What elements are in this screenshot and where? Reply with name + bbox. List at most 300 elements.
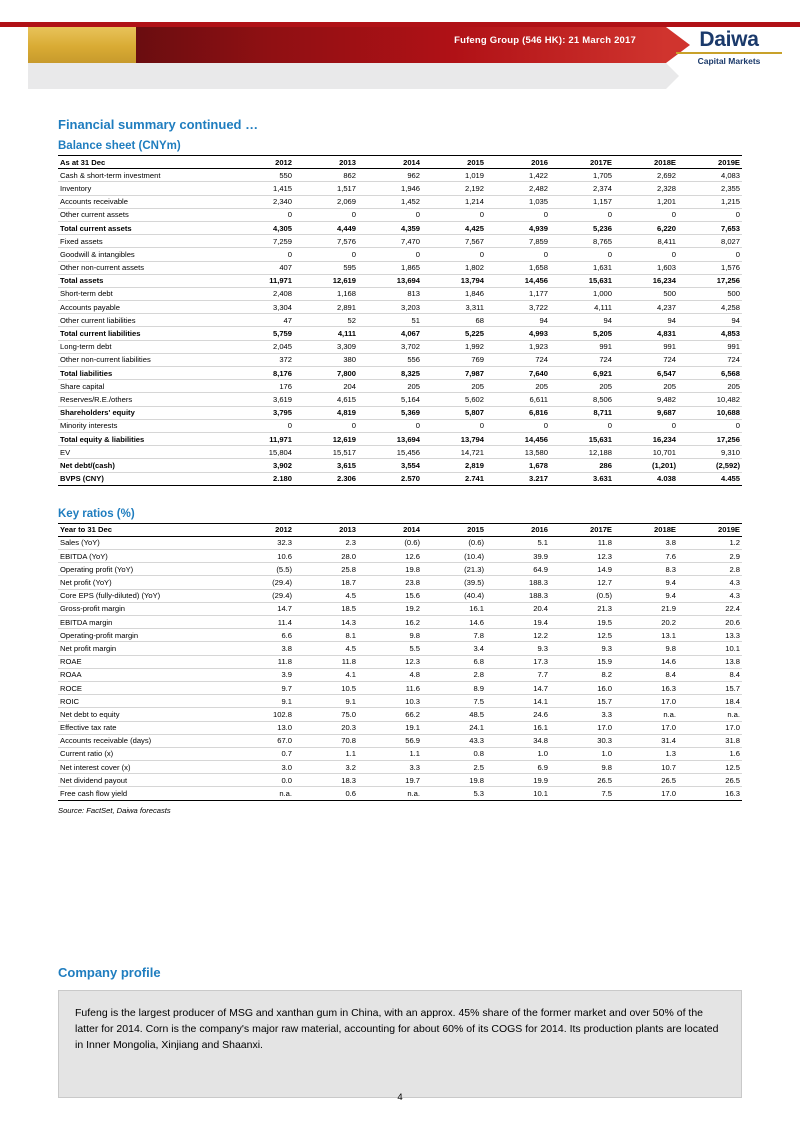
row-value: 205: [422, 380, 486, 393]
row-value: 24.6: [486, 708, 550, 721]
row-value: 9.8: [614, 642, 678, 655]
table-row: [58, 681, 742, 694]
row-value: 550: [230, 169, 294, 182]
row-value: 1,452: [358, 195, 422, 208]
table-row: [58, 642, 742, 655]
row-label: Core EPS (fully-diluted) (YoY): [58, 589, 230, 602]
row-value: 12.6: [358, 550, 422, 563]
row-value: 4,111: [550, 301, 614, 314]
row-value: 14.9: [550, 563, 614, 576]
row-value: 13.0: [230, 721, 294, 734]
column-header-year: 2019E: [678, 156, 742, 169]
row-value: 1,705: [550, 169, 614, 182]
row-value: 19.8: [422, 774, 486, 787]
row-value: 2,355: [678, 182, 742, 195]
row-value: 9.8: [550, 761, 614, 774]
row-value: 0: [422, 248, 486, 261]
row-value: 5.5: [358, 642, 422, 655]
row-value: 2,340: [230, 195, 294, 208]
row-label: Accounts payable: [58, 301, 230, 314]
row-value: 11.6: [358, 681, 422, 694]
row-value: 4,615: [294, 393, 358, 406]
row-value: 0.7: [230, 747, 294, 760]
row-value: 6.9: [486, 761, 550, 774]
row-value: 4,939: [486, 221, 550, 234]
row-value: 4,993: [486, 327, 550, 340]
page-header: [0, 0, 800, 95]
row-value: 500: [614, 287, 678, 300]
row-value: 8,411: [614, 235, 678, 248]
row-value: 380: [294, 353, 358, 366]
row-value: 15,631: [550, 274, 614, 287]
company-profile-heading: Company profile: [58, 964, 161, 980]
row-value: 4.455: [678, 472, 742, 485]
row-value: 3.2: [294, 761, 358, 774]
row-value: 11,971: [230, 432, 294, 445]
key-ratios-heading: Key ratios (%): [58, 507, 135, 520]
row-label: Inventory: [58, 182, 230, 195]
row-value: 11,971: [230, 274, 294, 287]
row-value: 0: [550, 248, 614, 261]
row-value: 0: [550, 419, 614, 432]
column-header-year: 2015: [422, 156, 486, 169]
key-ratios-head: [58, 523, 742, 536]
row-value: 1,168: [294, 287, 358, 300]
row-value: 66.2: [358, 708, 422, 721]
row-value: 9.4: [614, 589, 678, 602]
row-value: 3.9: [230, 668, 294, 681]
page-number: 4: [397, 1092, 403, 1103]
column-header-year: 2016: [486, 523, 550, 536]
row-value: 286: [550, 459, 614, 472]
table-row: [58, 340, 742, 353]
row-value: 17.3: [486, 655, 550, 668]
row-value: 26.5: [678, 774, 742, 787]
row-value: 94: [486, 314, 550, 327]
column-header-label: Year to 31 Dec: [58, 523, 230, 536]
row-value: (40.4): [422, 589, 486, 602]
row-value: 8,711: [550, 406, 614, 419]
row-value: 1,992: [422, 340, 486, 353]
table-row: [58, 367, 742, 380]
table-row: [58, 747, 742, 760]
row-value: 31.4: [614, 734, 678, 747]
row-value: 1,157: [550, 195, 614, 208]
row-value: 2.9: [678, 550, 742, 563]
row-value: 14.1: [486, 695, 550, 708]
row-value: 407: [230, 261, 294, 274]
table-header-row: [58, 156, 742, 169]
row-value: 205: [486, 380, 550, 393]
row-value: 0: [230, 248, 294, 261]
row-value: 94: [678, 314, 742, 327]
row-value: 4.5: [294, 642, 358, 655]
row-value: 13,694: [358, 274, 422, 287]
row-value: 67.0: [230, 734, 294, 747]
row-label: Net dividend payout: [58, 774, 230, 787]
key-ratios-body: [58, 536, 742, 800]
row-label: ROAE: [58, 655, 230, 668]
row-value: 15.6: [358, 589, 422, 602]
row-label: Long-term debt: [58, 340, 230, 353]
row-value: 16.1: [486, 721, 550, 734]
row-value: 724: [614, 353, 678, 366]
row-label: Net debt/(cash): [58, 459, 230, 472]
row-label: Net profit margin: [58, 642, 230, 655]
row-value: 18.3: [294, 774, 358, 787]
row-value: 4.8: [358, 668, 422, 681]
row-value: 1,865: [358, 261, 422, 274]
row-value: (29.4): [230, 576, 294, 589]
row-value: 9.8: [358, 629, 422, 642]
row-value: 5,236: [550, 221, 614, 234]
row-value: 13,580: [486, 446, 550, 459]
row-label: Effective tax rate: [58, 721, 230, 734]
table-row: [58, 327, 742, 340]
row-value: 17.0: [550, 721, 614, 734]
row-label: Other current assets: [58, 208, 230, 221]
row-value: 14,721: [422, 446, 486, 459]
row-value: 2,328: [614, 182, 678, 195]
row-label: Other non-current liabilities: [58, 353, 230, 366]
row-value: (0.6): [422, 536, 486, 549]
row-value: 2,374: [550, 182, 614, 195]
row-value: 6,547: [614, 367, 678, 380]
row-label: ROAA: [58, 668, 230, 681]
row-value: 20.4: [486, 602, 550, 615]
row-value: 1.3: [614, 747, 678, 760]
row-value: 8.4: [614, 668, 678, 681]
row-value: 9,310: [678, 446, 742, 459]
row-value: 0: [422, 419, 486, 432]
row-value: 15.7: [550, 695, 614, 708]
balance-sheet-head: [58, 156, 742, 169]
row-value: 19.9: [486, 774, 550, 787]
row-value: 4.1: [294, 668, 358, 681]
row-value: 724: [550, 353, 614, 366]
row-value: 1,201: [614, 195, 678, 208]
row-value: 1,035: [486, 195, 550, 208]
row-value: 2,819: [422, 459, 486, 472]
row-value: 0: [614, 248, 678, 261]
row-value: n.a.: [358, 787, 422, 800]
row-value: 19.7: [358, 774, 422, 787]
row-value: 5,369: [358, 406, 422, 419]
table-row: [58, 774, 742, 787]
row-label: Total assets: [58, 274, 230, 287]
row-value: 0: [294, 419, 358, 432]
row-value: 3,902: [230, 459, 294, 472]
row-value: 21.3: [550, 602, 614, 615]
row-value: 13,694: [358, 432, 422, 445]
row-value: 2,891: [294, 301, 358, 314]
row-value: 24.1: [422, 721, 486, 734]
row-value: 17.0: [614, 695, 678, 708]
row-value: 769: [422, 353, 486, 366]
row-value: 4,425: [422, 221, 486, 234]
column-header-year: 2018E: [614, 156, 678, 169]
row-value: 2,069: [294, 195, 358, 208]
row-value: 16.3: [678, 787, 742, 800]
row-value: 9.7: [230, 681, 294, 694]
row-value: 0.8: [422, 747, 486, 760]
row-value: 15,517: [294, 446, 358, 459]
logo-main-text: Daiwa: [699, 28, 759, 51]
row-value: 20.6: [678, 616, 742, 629]
row-value: 3.4: [422, 642, 486, 655]
header-banner-title: Fufeng Group (546 HK): 21 March 2017: [454, 35, 636, 46]
row-value: 8.9: [422, 681, 486, 694]
row-value: 18.5: [294, 602, 358, 615]
table-row: [58, 668, 742, 681]
row-value: 205: [358, 380, 422, 393]
row-value: 1,923: [486, 340, 550, 353]
row-value: 4,449: [294, 221, 358, 234]
table-row: [58, 287, 742, 300]
column-header-year: 2017E: [550, 156, 614, 169]
row-value: 70.8: [294, 734, 358, 747]
row-value: 12.2: [486, 629, 550, 642]
row-value: 991: [678, 340, 742, 353]
row-value: 31.8: [678, 734, 742, 747]
row-value: 1.0: [550, 747, 614, 760]
row-value: 75.0: [294, 708, 358, 721]
row-value: 9.1: [230, 695, 294, 708]
row-value: 10.7: [614, 761, 678, 774]
row-value: 3,309: [294, 340, 358, 353]
row-value: 16.0: [550, 681, 614, 694]
row-value: 7,987: [422, 367, 486, 380]
row-label: Share capital: [58, 380, 230, 393]
row-value: 6.8: [422, 655, 486, 668]
row-value: 12.7: [550, 576, 614, 589]
row-value: 9.3: [486, 642, 550, 655]
row-value: 1,422: [486, 169, 550, 182]
row-value: 5,205: [550, 327, 614, 340]
row-value: 15,456: [358, 446, 422, 459]
row-value: 15.7: [678, 681, 742, 694]
row-value: 10.1: [486, 787, 550, 800]
row-value: 10,701: [614, 446, 678, 459]
financial-summary-heading: Financial summary continued …: [58, 117, 259, 132]
row-value: 8,325: [358, 367, 422, 380]
row-value: 7.8: [422, 629, 486, 642]
row-value: 9,687: [614, 406, 678, 419]
table-row: [58, 536, 742, 549]
row-value: 1,415: [230, 182, 294, 195]
row-value: 0: [294, 208, 358, 221]
row-label: Total current assets: [58, 221, 230, 234]
row-value: 1.2: [678, 536, 742, 549]
source-note: Source: FactSet, Daiwa forecasts: [58, 805, 171, 815]
row-value: 0: [230, 208, 294, 221]
row-label: Reserves/R.E./others: [58, 393, 230, 406]
row-value: 7,259: [230, 235, 294, 248]
row-value: 10.5: [294, 681, 358, 694]
row-value: 17,256: [678, 274, 742, 287]
row-value: 8,027: [678, 235, 742, 248]
row-value: 3.3: [358, 761, 422, 774]
row-value: 5,807: [422, 406, 486, 419]
table-row: [58, 459, 742, 472]
row-value: 8.3: [614, 563, 678, 576]
table-row: [58, 248, 742, 261]
row-value: 176: [230, 380, 294, 393]
row-value: 17.0: [614, 787, 678, 800]
row-value: 20.2: [614, 616, 678, 629]
row-value: 5.3: [422, 787, 486, 800]
row-value: 10.6: [230, 550, 294, 563]
row-value: 2,692: [614, 169, 678, 182]
row-label: Goodwill & intangibles: [58, 248, 230, 261]
row-value: 9.3: [550, 642, 614, 655]
row-value: 1,517: [294, 182, 358, 195]
row-value: 0: [358, 419, 422, 432]
row-label: Net profit (YoY): [58, 576, 230, 589]
table-row: [58, 655, 742, 668]
row-value: 6.6: [230, 629, 294, 642]
table-row: [58, 314, 742, 327]
column-header-year: 2018E: [614, 523, 678, 536]
row-value: 14.7: [486, 681, 550, 694]
row-value: 52: [294, 314, 358, 327]
row-value: 4.038: [614, 472, 678, 485]
row-value: 7,567: [422, 235, 486, 248]
table-row: [58, 472, 742, 485]
row-value: 18.4: [678, 695, 742, 708]
row-value: 14.7: [230, 602, 294, 615]
table-row: [58, 602, 742, 615]
row-value: 7.5: [550, 787, 614, 800]
row-value: 13,794: [422, 432, 486, 445]
row-value: 4,083: [678, 169, 742, 182]
row-value: 0: [678, 419, 742, 432]
row-value: 12,619: [294, 274, 358, 287]
row-value: 0: [486, 419, 550, 432]
column-header-year: 2016: [486, 156, 550, 169]
row-value: n.a.: [678, 708, 742, 721]
table-row: [58, 721, 742, 734]
row-value: 16,234: [614, 274, 678, 287]
row-value: 102.8: [230, 708, 294, 721]
row-value: 0: [614, 419, 678, 432]
table-row: [58, 787, 742, 800]
row-value: 16.3: [614, 681, 678, 694]
row-value: 26.5: [550, 774, 614, 787]
row-value: 4.3: [678, 589, 742, 602]
row-label: EBITDA (YoY): [58, 550, 230, 563]
row-value: 23.8: [358, 576, 422, 589]
row-value: 205: [550, 380, 614, 393]
row-label: BVPS (CNY): [58, 472, 230, 485]
row-label: Other current liabilities: [58, 314, 230, 327]
row-value: 595: [294, 261, 358, 274]
row-label: Total current liabilities: [58, 327, 230, 340]
row-value: 813: [358, 287, 422, 300]
row-value: 5,225: [422, 327, 486, 340]
row-label: Short-term debt: [58, 287, 230, 300]
row-value: 19.1: [358, 721, 422, 734]
header-grey-band: [28, 63, 666, 89]
row-value: 556: [358, 353, 422, 366]
row-value: 10.1: [678, 642, 742, 655]
row-value: 1.0: [486, 747, 550, 760]
row-value: 7,653: [678, 221, 742, 234]
row-value: 1.1: [294, 747, 358, 760]
row-label: EV: [58, 446, 230, 459]
row-value: 0.6: [294, 787, 358, 800]
row-value: 991: [614, 340, 678, 353]
row-value: (39.5): [422, 576, 486, 589]
row-value: 10,482: [678, 393, 742, 406]
row-value: 8.1: [294, 629, 358, 642]
row-value: 2,408: [230, 287, 294, 300]
row-value: 14,456: [486, 432, 550, 445]
row-value: 7,470: [358, 235, 422, 248]
row-value: 64.9: [486, 563, 550, 576]
row-value: 21.9: [614, 602, 678, 615]
row-value: 19.4: [486, 616, 550, 629]
row-value: 5.1: [486, 536, 550, 549]
row-value: 0: [678, 248, 742, 261]
row-value: 9,482: [614, 393, 678, 406]
row-value: 2.180: [230, 472, 294, 485]
row-label: Other non-current assets: [58, 261, 230, 274]
row-value: 17,256: [678, 432, 742, 445]
row-value: 48.5: [422, 708, 486, 721]
row-value: 1,019: [422, 169, 486, 182]
row-value: 0.0: [230, 774, 294, 787]
row-value: 12.3: [358, 655, 422, 668]
row-value: 372: [230, 353, 294, 366]
row-value: 6,220: [614, 221, 678, 234]
row-label: Minority interests: [58, 419, 230, 432]
row-value: 10,688: [678, 406, 742, 419]
row-value: 14.6: [614, 655, 678, 668]
row-value: 8,176: [230, 367, 294, 380]
logo-sub-text: Capital Markets: [697, 56, 761, 66]
table-row: [58, 301, 742, 314]
row-value: 15,631: [550, 432, 614, 445]
row-value: 2.8: [422, 668, 486, 681]
row-value: 30.3: [550, 734, 614, 747]
row-label: Net debt to equity: [58, 708, 230, 721]
row-value: 14.6: [422, 616, 486, 629]
row-value: 34.8: [486, 734, 550, 747]
table-row: [58, 589, 742, 602]
row-value: 3,615: [294, 459, 358, 472]
row-label: ROCE: [58, 681, 230, 694]
row-value: 6,611: [486, 393, 550, 406]
row-value: 7,859: [486, 235, 550, 248]
row-value: 9.4: [614, 576, 678, 589]
row-value: 1,678: [486, 459, 550, 472]
row-value: 19.8: [358, 563, 422, 576]
row-value: 2.570: [358, 472, 422, 485]
row-value: n.a.: [614, 708, 678, 721]
row-value: 68: [422, 314, 486, 327]
row-value: 0: [358, 208, 422, 221]
row-value: 3,304: [230, 301, 294, 314]
row-value: 11.8: [294, 655, 358, 668]
column-header-year: 2013: [294, 523, 358, 536]
row-value: 9.1: [294, 695, 358, 708]
row-value: 12.3: [550, 550, 614, 563]
row-value: 4.3: [678, 576, 742, 589]
row-value: (29.4): [230, 589, 294, 602]
row-value: 0: [358, 248, 422, 261]
row-value: 3,702: [358, 340, 422, 353]
